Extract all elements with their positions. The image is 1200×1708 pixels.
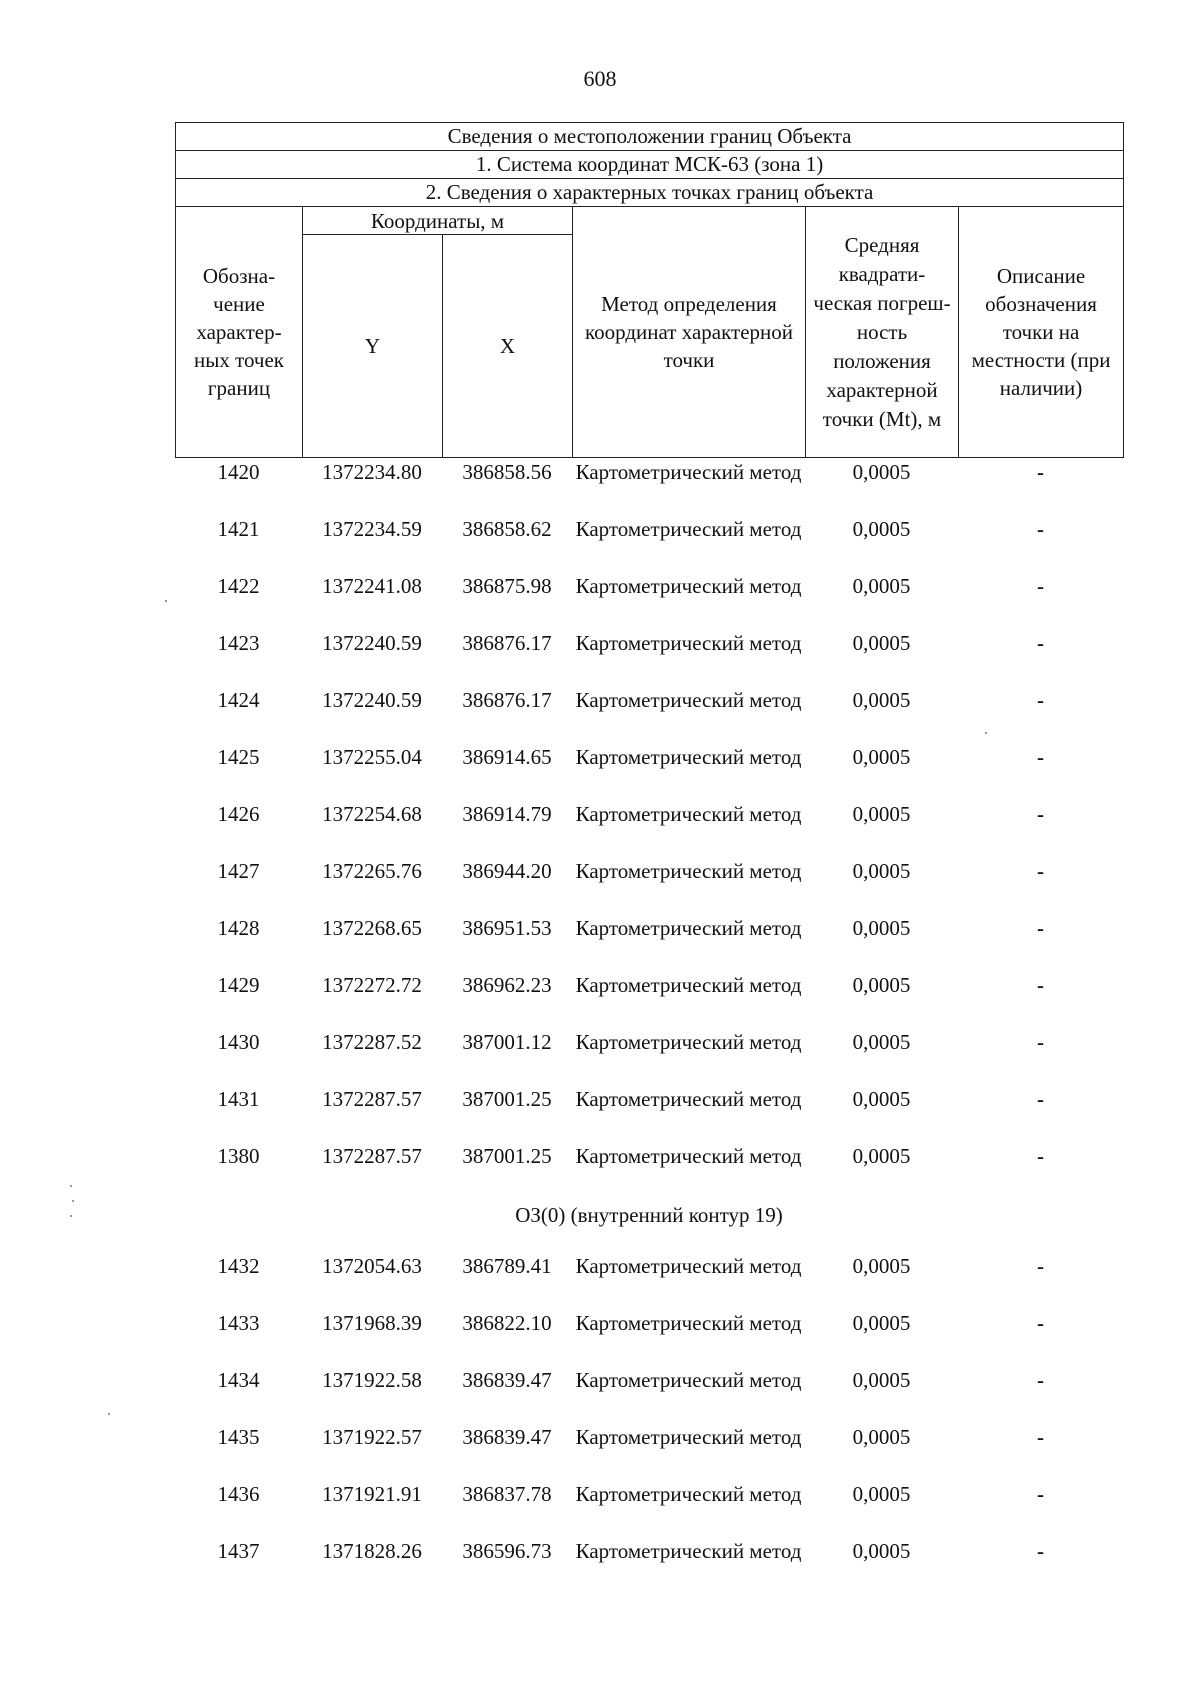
coord-y-cell: 1371921.91: [322, 1482, 422, 1506]
error-cell: 0,0005: [852, 1482, 911, 1506]
point-id-cell: 1380: [217, 1144, 260, 1168]
coord-x-cell: 386837.78: [462, 1482, 552, 1506]
table-row: [175, 914, 1123, 971]
table-header: [175, 122, 1124, 458]
col-header-y: Y: [303, 235, 443, 458]
error-cell: 0,0005: [852, 859, 911, 883]
description-cell: -: [1037, 1144, 1044, 1168]
coord-x-cell: 386876.17: [462, 688, 552, 712]
coord-y-cell: 1372054.63: [322, 1254, 422, 1278]
description-cell: -: [1037, 802, 1044, 826]
method-cell: Картометрический метод: [575, 1482, 802, 1506]
error-cell: 0,0005: [852, 1311, 911, 1335]
table-row: [175, 1480, 1123, 1537]
method-cell: Картометрический метод: [575, 1368, 802, 1392]
coord-y-cell: 1372240.59: [322, 631, 422, 655]
error-cell: 0,0005: [852, 517, 911, 541]
col-header-method: Метод определения координат характерной точки: [573, 207, 806, 458]
table-row: [175, 800, 1123, 857]
table-row: [175, 572, 1123, 629]
description-cell: -: [1037, 1087, 1044, 1111]
point-id-cell: 1431: [217, 1087, 260, 1111]
method-cell: Картометрический метод: [575, 574, 802, 598]
point-id-cell: 1436: [217, 1482, 260, 1506]
coord-y-cell: 1372234.59: [322, 517, 422, 541]
coord-y-cell: 1372240.59: [322, 688, 422, 712]
error-cell: 0,0005: [852, 745, 911, 769]
coord-y-cell: 1372268.65: [322, 916, 422, 940]
coord-y-cell: 1371922.58: [322, 1368, 422, 1392]
coord-x-cell: 386839.47: [462, 1425, 552, 1449]
description-cell: -: [1037, 574, 1044, 598]
method-cell: Картометрический метод: [575, 1311, 802, 1335]
coord-x-cell: 386789.41: [462, 1254, 552, 1278]
method-cell: Картометрический метод: [575, 916, 802, 940]
point-id-cell: 1434: [217, 1368, 260, 1392]
point-id-cell: 1424: [217, 688, 260, 712]
table-row: [175, 1423, 1123, 1480]
boundary-points-document: [175, 122, 1123, 1594]
table-row: [175, 515, 1123, 572]
method-cell: Картометрический метод: [575, 802, 802, 826]
error-cell: 0,0005: [852, 1144, 911, 1168]
coord-x-cell: 386858.56: [462, 460, 552, 484]
description-cell: -: [1037, 1539, 1044, 1563]
error-cell: 0,0005: [852, 460, 911, 484]
col-header-error: Средняя квадрати-ческая погреш-ность положения характерной точки (Mt), м: [806, 207, 959, 458]
description-cell: -: [1037, 1030, 1044, 1054]
error-cell: 0,0005: [852, 1368, 911, 1392]
points-table: [175, 458, 1123, 1594]
section-label: ОЗ(0) (внутренний контур 19): [515, 1203, 783, 1227]
error-cell: 0,0005: [852, 1254, 911, 1278]
coord-x-cell: 386839.47: [462, 1368, 552, 1392]
coord-y-cell: 1372255.04: [322, 745, 422, 769]
error-cell: 0,0005: [852, 1087, 911, 1111]
table-title: Сведения о местоположении границ Объекта: [176, 123, 1124, 151]
method-cell: Картометрический метод: [575, 631, 802, 655]
method-cell: Картометрический метод: [575, 973, 802, 997]
point-id-cell: 1426: [217, 802, 260, 826]
method-cell: Картометрический метод: [575, 1254, 802, 1278]
coord-y-cell: 1372234.80: [322, 460, 422, 484]
description-cell: -: [1037, 688, 1044, 712]
coord-x-cell: 386944.20: [462, 859, 552, 883]
error-cell: 0,0005: [852, 631, 911, 655]
table-row: [175, 1028, 1123, 1085]
error-cell: 0,0005: [852, 688, 911, 712]
description-cell: -: [1037, 745, 1044, 769]
point-id-cell: 1421: [217, 517, 260, 541]
description-cell: -: [1037, 916, 1044, 940]
error-cell: 0,0005: [852, 916, 911, 940]
table-row: [175, 1309, 1123, 1366]
table-row: [175, 458, 1123, 515]
table-row: [175, 1252, 1123, 1309]
description-cell: -: [1037, 517, 1044, 541]
method-cell: Картометрический метод: [575, 517, 802, 541]
point-id-cell: 1420: [217, 460, 260, 484]
method-cell: Картометрический метод: [575, 688, 802, 712]
method-cell: Картометрический метод: [575, 1144, 802, 1168]
description-cell: -: [1037, 1482, 1044, 1506]
coord-x-cell: 387001.25: [462, 1087, 552, 1111]
points-section-title: 2. Сведения о характерных точках границ объекта: [176, 179, 1124, 207]
point-id-cell: 1423: [217, 631, 260, 655]
error-cell: 0,0005: [852, 973, 911, 997]
description-cell: -: [1037, 973, 1044, 997]
point-id-cell: 1425: [217, 745, 260, 769]
description-cell: -: [1037, 1311, 1044, 1335]
error-cell: 0,0005: [852, 1425, 911, 1449]
method-cell: Картометрический метод: [575, 1030, 802, 1054]
table-row: [175, 1537, 1123, 1594]
coord-x-cell: 387001.12: [462, 1030, 552, 1054]
table-row: [175, 1085, 1123, 1142]
table-row: [175, 629, 1123, 686]
coord-x-cell: 386822.10: [462, 1311, 552, 1335]
table-row: [175, 686, 1123, 743]
error-cell: 0,0005: [852, 574, 911, 598]
table-row: [175, 857, 1123, 914]
description-cell: -: [1037, 631, 1044, 655]
point-id-cell: 1432: [217, 1254, 260, 1278]
point-id-cell: 1427: [217, 859, 260, 883]
coord-y-cell: 1372272.72: [322, 973, 422, 997]
coord-y-cell: 1372287.57: [322, 1144, 422, 1168]
point-id-cell: 1428: [217, 916, 260, 940]
error-cell: 0,0005: [852, 802, 911, 826]
page-number: 608: [583, 66, 617, 91]
point-id-cell: 1433: [217, 1311, 260, 1335]
col-header-designation: Обозна-чение характер-ных точек границ: [176, 207, 303, 458]
coord-x-cell: 386875.98: [462, 574, 552, 598]
coord-y-cell: 1371922.57: [322, 1425, 422, 1449]
method-cell: Картометрический метод: [575, 745, 802, 769]
error-cell: 0,0005: [852, 1539, 911, 1563]
point-id-cell: 1430: [217, 1030, 260, 1054]
point-id-cell: 1422: [217, 574, 260, 598]
table-row: [175, 1366, 1123, 1423]
coord-x-cell: 386951.53: [462, 916, 552, 940]
description-cell: -: [1037, 1368, 1044, 1392]
description-cell: -: [1037, 859, 1044, 883]
method-cell: Картометрический метод: [575, 1539, 802, 1563]
coord-y-cell: 1372287.57: [322, 1087, 422, 1111]
coord-y-cell: 1372265.76: [322, 859, 422, 883]
coord-x-cell: 386876.17: [462, 631, 552, 655]
coordinate-system: 1. Система координат МСК-63 (зона 1): [176, 151, 1124, 179]
point-id-cell: 1435: [217, 1425, 260, 1449]
coord-x-cell: 387001.25: [462, 1144, 552, 1168]
coord-x-cell: 386596.73: [462, 1539, 552, 1563]
description-cell: -: [1037, 1425, 1044, 1449]
point-id-cell: 1437: [217, 1539, 260, 1563]
method-cell: Картометрический метод: [575, 859, 802, 883]
coord-x-cell: 386914.65: [462, 745, 552, 769]
coord-y-cell: 1371968.39: [322, 1311, 422, 1335]
description-cell: -: [1037, 460, 1044, 484]
method-cell: Картометрический метод: [575, 1425, 802, 1449]
coord-x-cell: 386858.62: [462, 517, 552, 541]
col-header-coordinates: Координаты, м: [303, 207, 573, 235]
table-row: [175, 743, 1123, 800]
coord-y-cell: 1372254.68: [322, 802, 422, 826]
point-id-cell: 1429: [217, 973, 260, 997]
table-row: [175, 1142, 1123, 1199]
method-cell: Картометрический метод: [575, 1087, 802, 1111]
method-cell: Картометрический метод: [575, 460, 802, 484]
error-cell: 0,0005: [852, 1030, 911, 1054]
col-header-x: X: [443, 235, 573, 458]
coord-x-cell: 386962.23: [462, 973, 552, 997]
coord-y-cell: 1371828.26: [322, 1539, 422, 1563]
col-header-description: Описание обозначения точки на местности (при наличии): [959, 207, 1124, 458]
coord-y-cell: 1372287.52: [322, 1030, 422, 1054]
table-row: [175, 971, 1123, 1028]
coord-x-cell: 386914.79: [462, 802, 552, 826]
coord-y-cell: 1372241.08: [322, 574, 422, 598]
description-cell: -: [1037, 1254, 1044, 1278]
